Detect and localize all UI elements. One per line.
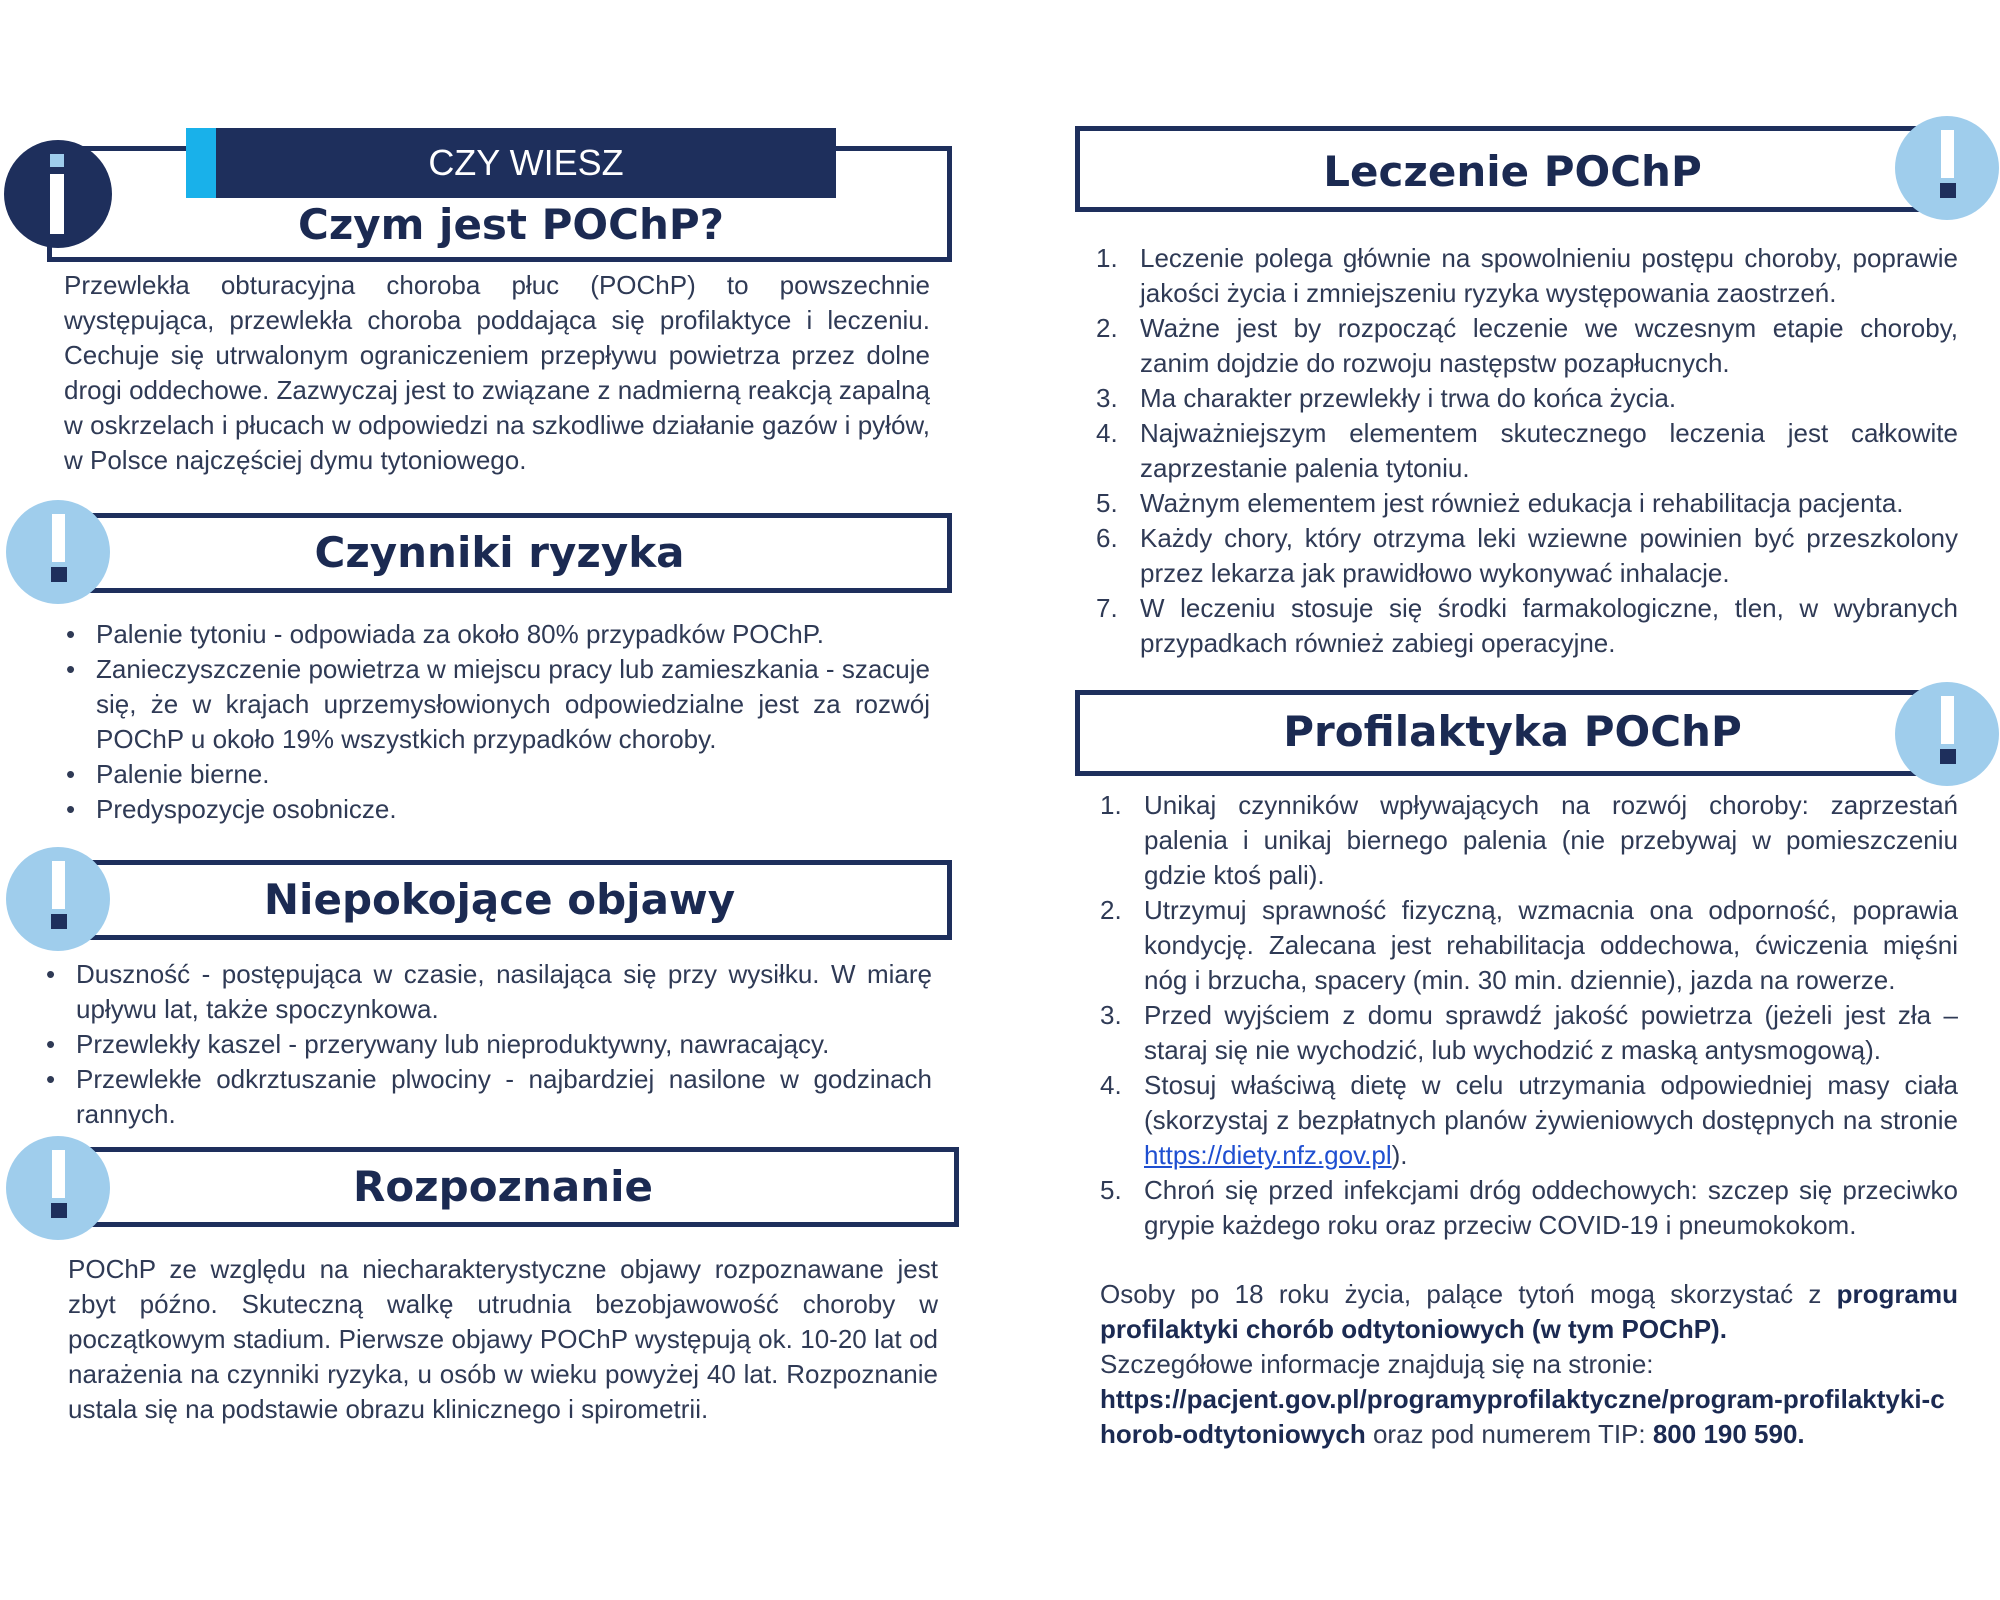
list-item: 2. Ważne jest by rozpocząć leczenie we wczesnym etapie choroby, zanim dojdzie do rozwoju następstw pozapłucnych. [1096,313,1958,378]
exclamation-icon [6,500,110,604]
list-item: 1. Leczenie polega głównie na spowolnieniu postępu choroby, poprawie jakości życia i zmniejszeniu ryzyka występowania zaostrzeń. [1096,243,1958,308]
diagnosis-paragraph: POChP ze względu na niecharakterystyczne objawy rozpoznawane jest zbyt późno. Skuteczną walkę utrudnia bezobjawowość choroby w początkowym stadium. Pierwsze objawy POChP występują ok. 10-20 lat od narażenia na czynniki ryzyka, u osób w wieku powyżej 40 lat. Rozpoznanie ustala się na podstawie obrazu klinicznego i spirometrii. [68,1254,938,1424]
what-is-paragraph: Przewlekła obturacyjna choroba płuc (POChP) to powszechnie występująca, przewlekła choroba poddająca się profilaktyce i leczeniu. Cechuje się utrwalonym ograniczeniem przepływu powietrza przez dolne drogi oddechowe. Zazwyczaj jest to związane z nadmierną reakcją zapalną w oskrzelach i płucach w odpowiedzi na szkodliwe działanie gazów i pyłów, w Polsce najczęściej dymu tytoniowego. [64,270,930,475]
exclamation-icon [1895,116,1999,220]
list-item: • Zanieczyszczenie powietrza w miejscu pracy lub zamieszkania - szacuje się, że w krajach uprzemysłowionych odpowiedzialne jest za rozwój POChP u około 19% wszystkich przypadków choroby. [64,652,930,757]
program-url[interactable]: https://pacjent.gov.pl/programyprofilaktyczne/program-profilaktyki-chorob-odtytoniowych [1100,1384,1945,1449]
banner-accent [186,128,216,198]
exclamation-icon [1895,682,1999,786]
list-item: 5. Chroń się przed infekcjami dróg oddechowych: szczep się przeciwko grypie każdego roku oraz przeciw COVID-19 i pneumokokom. [1100,1175,1958,1240]
risk-title-box [47,513,952,593]
exclamation-icon [6,1136,110,1240]
prevention-list [1100,788,1958,1243]
did-you-know-banner [186,128,836,198]
list-item: • Palenie bierne. [64,757,930,792]
list-item: 3. Ma charakter przewlekły i trwa do końca życia. [1096,383,1677,413]
program-name: programu profilaktyki chorób odtytoniowych (w tym POChP). [1100,1279,1958,1344]
prevention-title: Profilaktyka POChP [1283,707,1742,756]
prevention-title-box [1075,690,1950,776]
treatment-list [1096,241,1958,661]
diet-link[interactable]: https://diety.nfz.gov.pl [1144,1140,1392,1170]
diagnosis-title-box [47,1147,959,1227]
exclamation-icon [6,847,110,951]
diagnosis-title: Rozpoznanie [352,1162,654,1211]
list-item: • Predyspozycje osobnicze. [64,792,930,827]
list-item: • Przewlekłe odkrztuszanie plwociny - najbardziej nasilone w godzinach rannych. [44,1062,932,1132]
list-item: 3. Przed wyjściem z domu sprawdź jakość powietrza (jeżeli jest zła – staraj się nie wychodzić, lub wychodzić z maską antysmogową). [1100,1000,1958,1065]
list-item: 5. Ważnym elementem jest również edukacja i rehabilitacja pacjenta. [1096,488,1904,518]
tip-number: 800 190 590. [1652,1419,1805,1449]
risk-list [64,617,930,827]
treatment-title-box [1075,126,1950,212]
did-you-know-label: CZY WIESZ [428,142,624,183]
symptoms-list [44,957,932,1132]
treatment-title: Leczenie POChP [1323,147,1702,196]
risk-title: Czynniki ryzyka [314,528,685,577]
list-item: 1. Unikaj czynników wpływających na rozwój choroby: zaprzestań palenia i unikaj biernego palenia (nie przebywaj w pomieszczeniu gdzie ktoś pali). [1100,790,1958,890]
list-item: 4. Najważniejszym elementem skutecznego leczenia jest całkowite zaprzestanie palenia tytoniu. [1096,418,1958,483]
list-item: 2. Utrzymuj sprawność fizyczną, wzmacnia ona odporność, poprawia kondycję. Zalecana jest rehabilitacja oddechowa, ćwiczenia mięśni nóg i brzucha, spacery (min. 30 min. dziennie), jazda na rowerze. [1100,895,1958,995]
symptoms-title-box [47,860,952,940]
info-icon [4,140,112,248]
what-is-title: Czym jest POChP? [298,200,724,249]
symptoms-title: Niepokojące objawy [263,875,736,924]
prevention-footer: Osoby po 18 roku życia, palące tytoń mogą skorzystać z programu profilaktyki chorób odtytoniowych (w tym POChP). Szczegółowe informacje znajdują się na stronie: https://pacjent.gov.pl/programyprofilaktyczne/program-profilaktyki-chorob-odtytoniowych oraz pod numerem TIP: 800 190 590. [1100,1279,1958,1449]
list-item: 6. Każdy chory, który otrzyma leki wziewne powinien być przeszkolony przez lekarza jak prawidłowo wykonywać inhalacje. [1096,523,1958,588]
list-item: • Duszność - postępująca w czasie, nasilająca się przy wysiłku. W miarę upływu lat, także spoczynkowa. [44,957,932,1027]
list-item: • Palenie tytoniu - odpowiada za około 80% przypadków POChP. [64,617,930,652]
list-item: 4. Stosuj właściwą dietę w celu utrzymania odpowiedniej masy ciała (skorzystaj z bezpłatnych planów żywieniowych dostępnych na stronie https://diety.nfz.gov.pl). [1100,1070,1958,1170]
list-item: 7. W leczeniu stosuje się środki farmakologiczne, tlen, w wybranych przypadkach również zabiegi operacyjne. [1096,593,1958,658]
list-item: • Przewlekły kaszel - przerywany lub nieproduktywny, nawracający. [44,1027,932,1062]
